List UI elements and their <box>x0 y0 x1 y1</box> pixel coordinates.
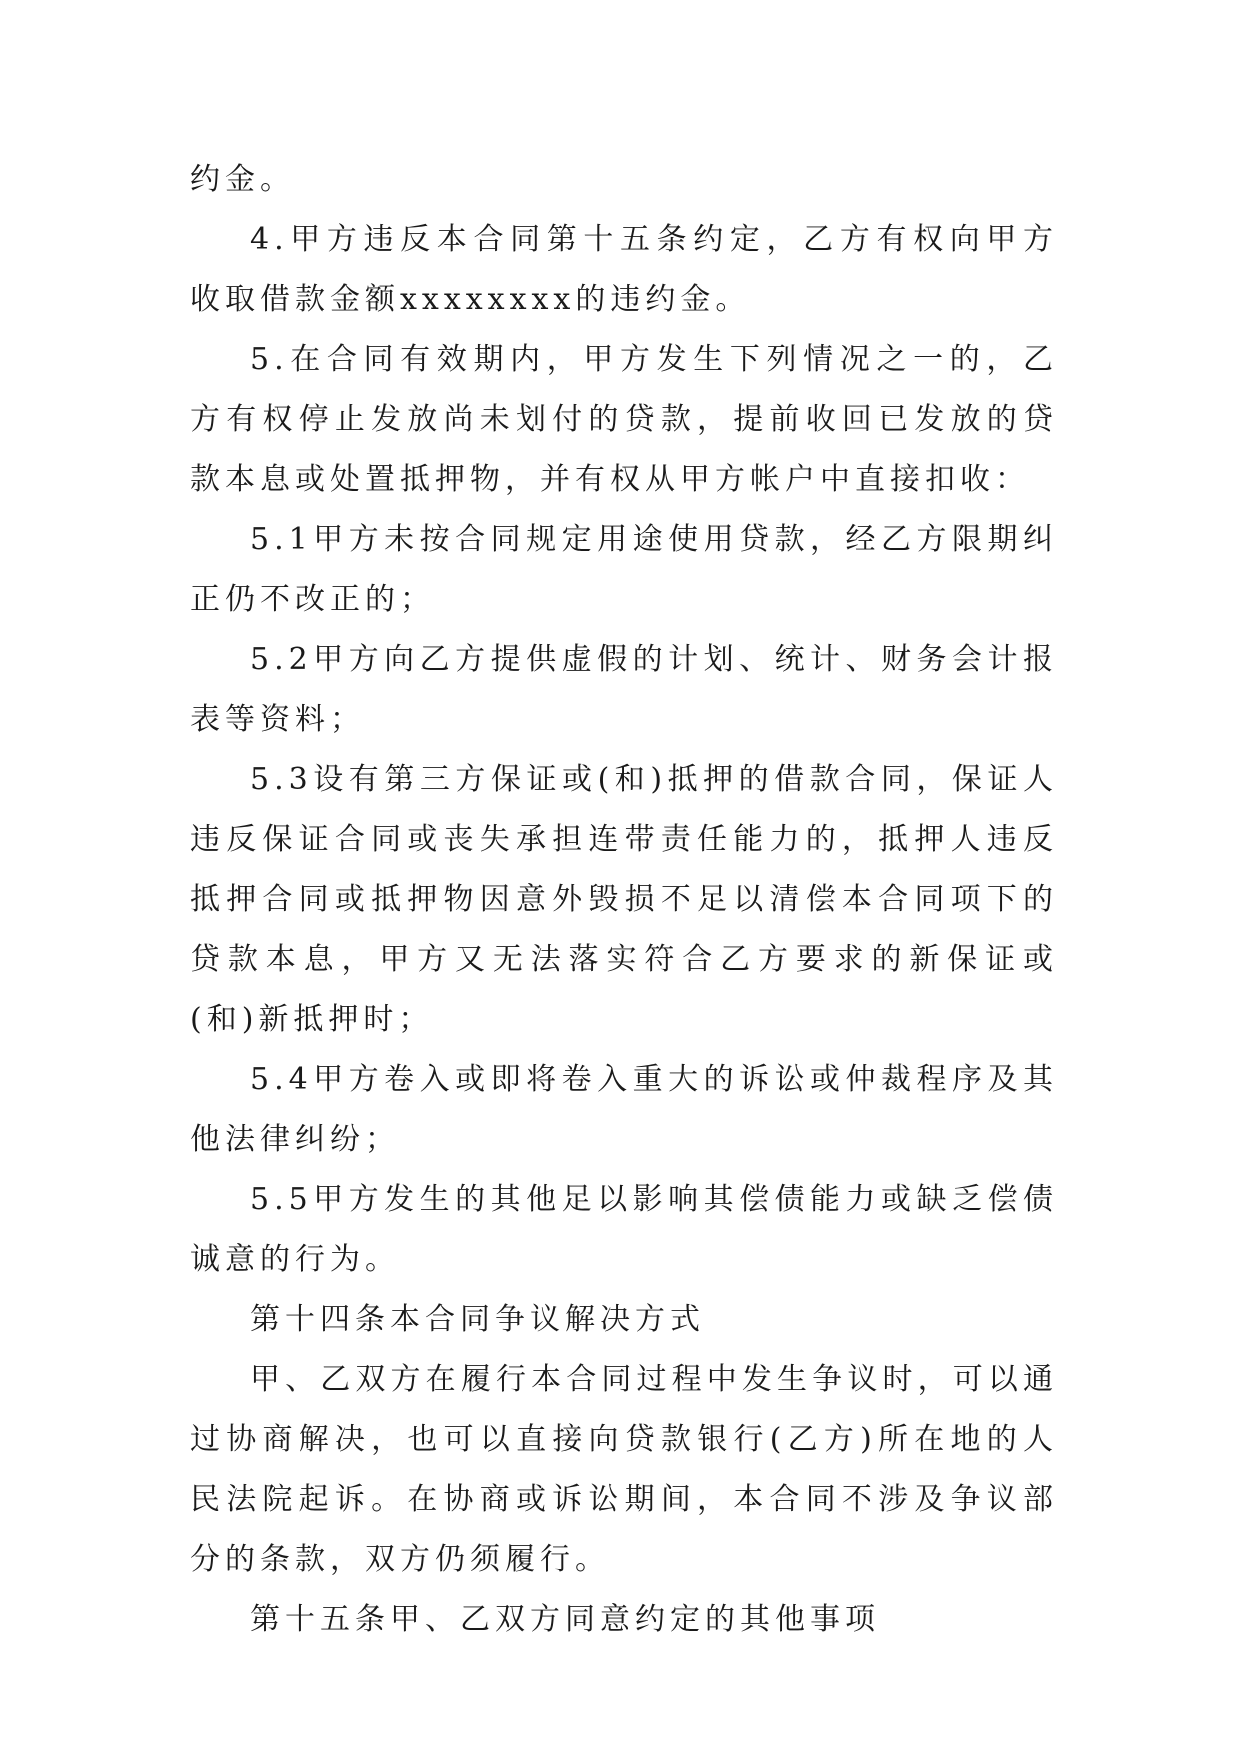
document-body <box>190 150 1058 1650</box>
paragraph-clause-5-5: 5.5甲方发生的其他足以影响其偿债能力或缺乏偿债诚意的行为。 <box>190 1182 1058 1277</box>
paragraph-clause-5-1: 5.1甲方未按合同规定用途使用贷款，经乙方限期纠正仍不改正的； <box>190 522 1058 617</box>
paragraph-clause-4: 4.甲方违反本合同第十五条约定，乙方有权向甲方收取借款金额xxxxxxxx的违约金。 <box>190 222 1058 317</box>
paragraph-clause-5-4: 5.4甲方卷入或即将卷入重大的诉讼或仲裁程序及其他法律纠纷； <box>190 1062 1058 1157</box>
paragraph-clause-5: 5.在合同有效期内，甲方发生下列情况之一的，乙方有权停止发放尚未划付的贷款，提前收回已发放的贷款本息或处置抵押物，并有权从甲方帐户中直接扣收： <box>190 342 1058 497</box>
paragraph-clause-5-3: 5.3设有第三方保证或(和)抵押的借款合同，保证人违反保证合同或丧失承担连带责任能力的，抵押人违反抵押合同或抵押物因意外毁损不足以清偿本合同项下的贷款本息，甲方又无法落实符合乙方要求的新保证或(和)新抵押时； <box>190 762 1058 1037</box>
section-heading-article-14: 第十四条本合同争议解决方式 <box>250 1302 705 1337</box>
paragraph-article-14-body: 甲、乙双方在履行本合同过程中发生争议时，可以通过协商解决，也可以直接向贷款银行(乙方)所在地的人民法院起诉。在协商或诉讼期间，本合同不涉及争议部分的条款，双方仍须履行。 <box>190 1362 1058 1577</box>
section-heading-article-15: 第十五条甲、乙双方同意约定的其他事项 <box>250 1602 880 1637</box>
paragraph-clause-5-2: 5.2甲方向乙方提供虚假的计划、统计、财务会计报表等资料； <box>190 642 1058 737</box>
paragraph-continuation: 约金。 <box>190 162 295 197</box>
